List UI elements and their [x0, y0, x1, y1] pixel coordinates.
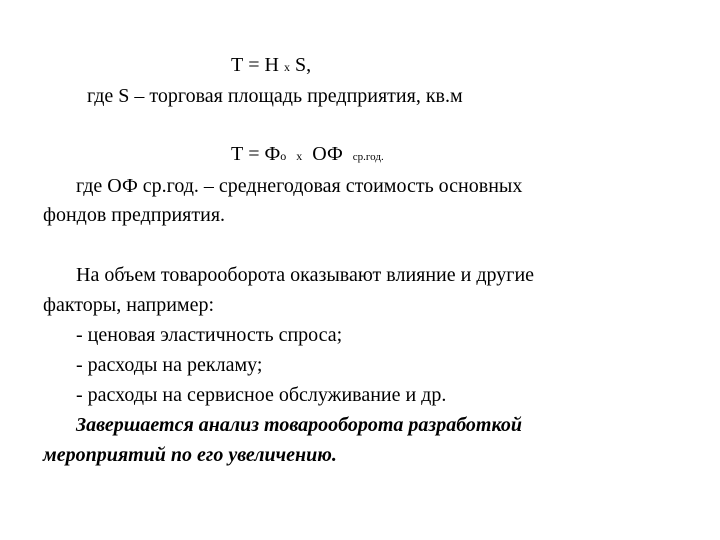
formula2-lhs: Т = Ф	[231, 143, 281, 165]
multiply-sign: х	[296, 149, 303, 163]
definition-assets-line1: где ОФ ср.год. – среднегодовая стоимость основных	[76, 175, 523, 197]
definition-assets-line2: фондов предприятия.	[43, 204, 226, 226]
paragraph-line2: факторы, например:	[43, 294, 215, 316]
conclusion-line1: Завершается анализ товарооборота разработкой	[76, 414, 522, 436]
subscript-o: о	[280, 149, 287, 163]
paragraph-line1: На объем товарооборота оказывают влияние и другие	[76, 264, 535, 286]
formula-lhs: Т = Н	[231, 54, 284, 76]
formula2-of: ОФ	[312, 143, 343, 165]
subscript-sr-god: ср.год.	[352, 151, 384, 163]
formula-turnover-assets	[231, 142, 384, 169]
formula-turnover-area	[231, 53, 311, 79]
formula-rhs: S,	[289, 54, 312, 76]
factor-item: - ценовая эластичность спроса;	[76, 324, 343, 346]
factor-item: - расходы на рекламу;	[76, 354, 263, 376]
factor-item: - расходы на сервисное обслуживание и др.	[76, 384, 447, 406]
multiply-sign: х	[283, 60, 290, 74]
definition-area: где S – торговая площадь предприятия, кв.м	[87, 85, 463, 107]
conclusion-line2: мероприятий по его увеличению.	[43, 444, 337, 466]
